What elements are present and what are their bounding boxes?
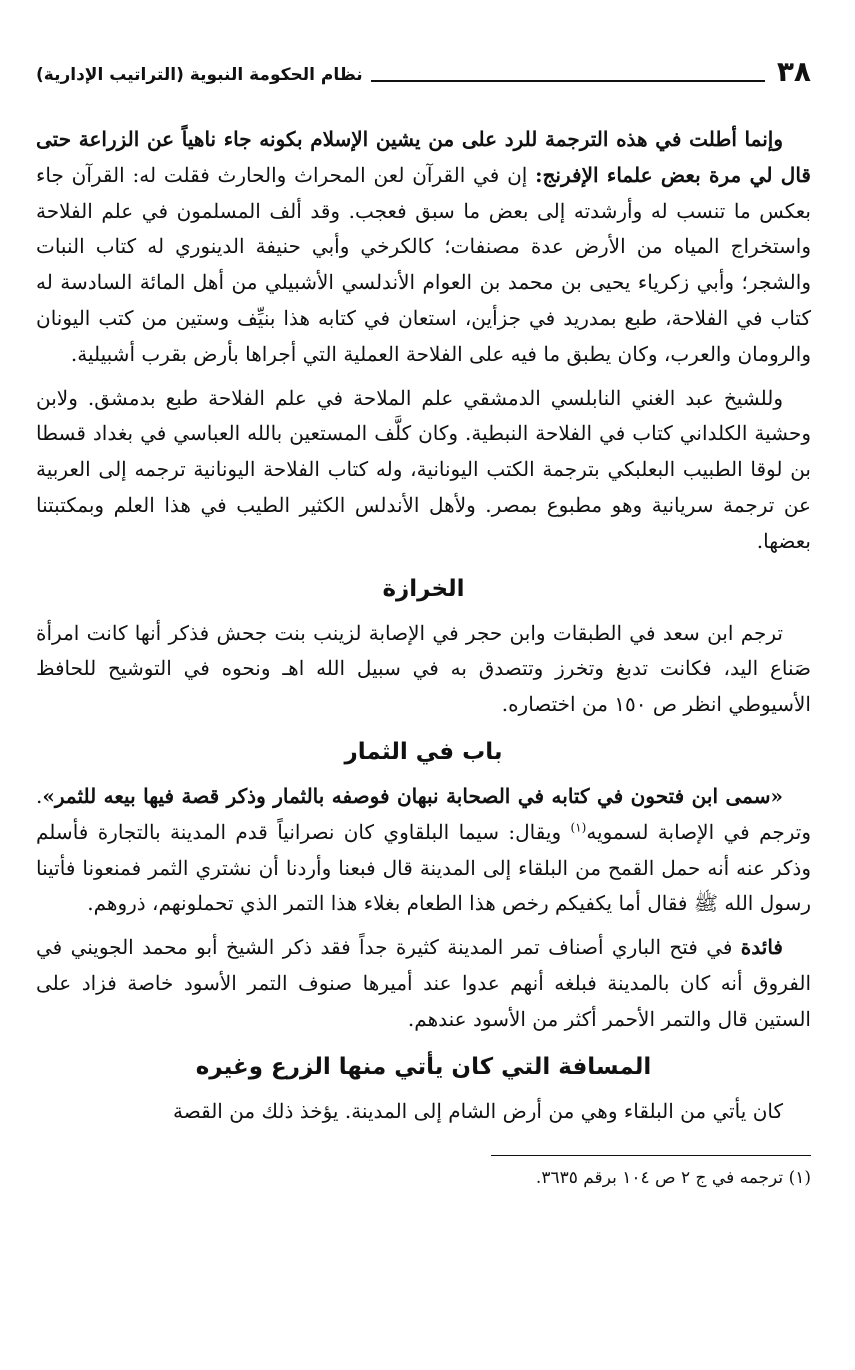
page-body: [36, 122, 811, 1129]
footnote-marker[interactable]: (١): [570, 820, 587, 835]
bold-intro: فائدة: [740, 935, 783, 960]
section-heading-distance: المسافة التي كان يأتي منها الزرع وغيره: [195, 1053, 652, 1080]
section-heading-fruits: باب في الثمار: [344, 738, 503, 765]
header-rule: [371, 80, 765, 82]
paragraph-text: في فتح الباري أصناف تمر المدينة كثيرة جداً فقد ذكر الشيخ أبو محمد الجويني في الفروق أنه كان بالمدينة فبلغه أنهم عدوا عند أميرها صنوف التمر الأسود خاصة فزاد على الستين قال والتمر الأحمر أكثر من الأسود عندهم.: [36, 935, 811, 1031]
paragraph-text: ويقال: سيما البلقاوي كان نصرانياً قدم المدينة بالتجارة فأسلم وذكر عنه أنه حمل القمح من البلقاء إلى المدينة قال فبعنا وأردنا أن نشتري الثمر فمنعونا فأتينا رسول الله ﷺ فقال أما يكفيكم رخص هذا الطعام بغلاء هذا التمر الذي تحملونهم، ذروهم.: [36, 819, 811, 916]
paragraph-faida: [36, 930, 811, 1037]
page-number: ٣٨: [776, 55, 811, 88]
paragraph-text: . وترجم في الإصابة لسمويه: [36, 783, 812, 844]
bold-quote: «سمى ابن فتحون في كتابه في الصحابة نبهان فوصفه بالثمار وذكر قصة فيها بيعه للثمر»: [42, 783, 783, 808]
footnote: (١) ترجمه في ج ٢ ص ١٠٤ برقم ٣٦٣٥.: [535, 1168, 811, 1189]
bold-intro: وإنما أطلت في هذه الترجمة للرد على من يشين الإسلام بكونه جاء ناهياً عن الزراعة حتى قال لي مرة بعض علماء الإفرنج:: [36, 127, 811, 187]
running-title: نظام الحكومة النبوية (التراتيب الإدارية): [36, 65, 363, 85]
paragraph-text: إن في القرآن لعن المحراث والحارث فقلت له: القرآن جاء بعكس ما تنسب له وأرشدته إلى بعض ما سبق فعجب. وقد ألف المسلمون في علم الفلاحة واستخراج المياه من الأرض عدة مصنفات؛ كالكرخي وأبي حنيفة الدينوري له كتاب النبات والشجر؛ وأبي زكرياء يحيى بن محمد بن العوام الأندلسي الأشبيلي من أهل المائة السادسة له كتاب في الفلاحة، طبع بمدريد في جزأين، استعان في كتابه هذا بنيِّف وستين من كتب اليونان والرومان والعرب، وكان يطبق ما فيه على الفلاحة العملية التي أجراها بأرض بقرب أشبيلية.: [36, 162, 811, 366]
paragraph-zaynab: ترجم ابن سعد في الطبقات وابن حجر في الإصابة لزينب بنت جحش فذكر أنها كانت امرأة صَناع اليد، فكانت تدبغ وتخرز وتتصدق به في سبيل الله اهـ ونحوه في التوشيح للحافظ الأسيوطي انظر ص ١٥٠ من اختصاره.: [36, 620, 811, 717]
running-head: [36, 52, 811, 86]
paragraph-nabulsi: وللشيخ عبد الغني النابلسي الدمشقي علم الملاحة في علم الفلاحة طبع بدمشق. ولابن وحشية الكلداني كتاب في الفلاحة النبطية. وكان كلَّف المستعين بالله العباسي في بغداد قسطا بن لوقا الطبيب البعلبكي بترجمة الكتب اليونانية، وله كتاب الفلاحة اليونانية ترجمه إلى العربية عن ترجمة سريانية وهو مطبوع بمصر. ولأهل الأندلس الكثير الطيب في هذا العلم وبمكتبتنا بعضها.: [36, 385, 811, 553]
paragraph-balqa: كان يأتي من البلقاء وهي من أرض الشام إلى المدينة. يؤخذ ذلك من القصة: [173, 1098, 783, 1123]
paragraph-nabhan: [36, 779, 811, 922]
footnote-rule: [491, 1155, 811, 1156]
paragraph-agriculture: [36, 122, 811, 373]
section-heading-kharaza: الخرازة: [382, 575, 465, 602]
